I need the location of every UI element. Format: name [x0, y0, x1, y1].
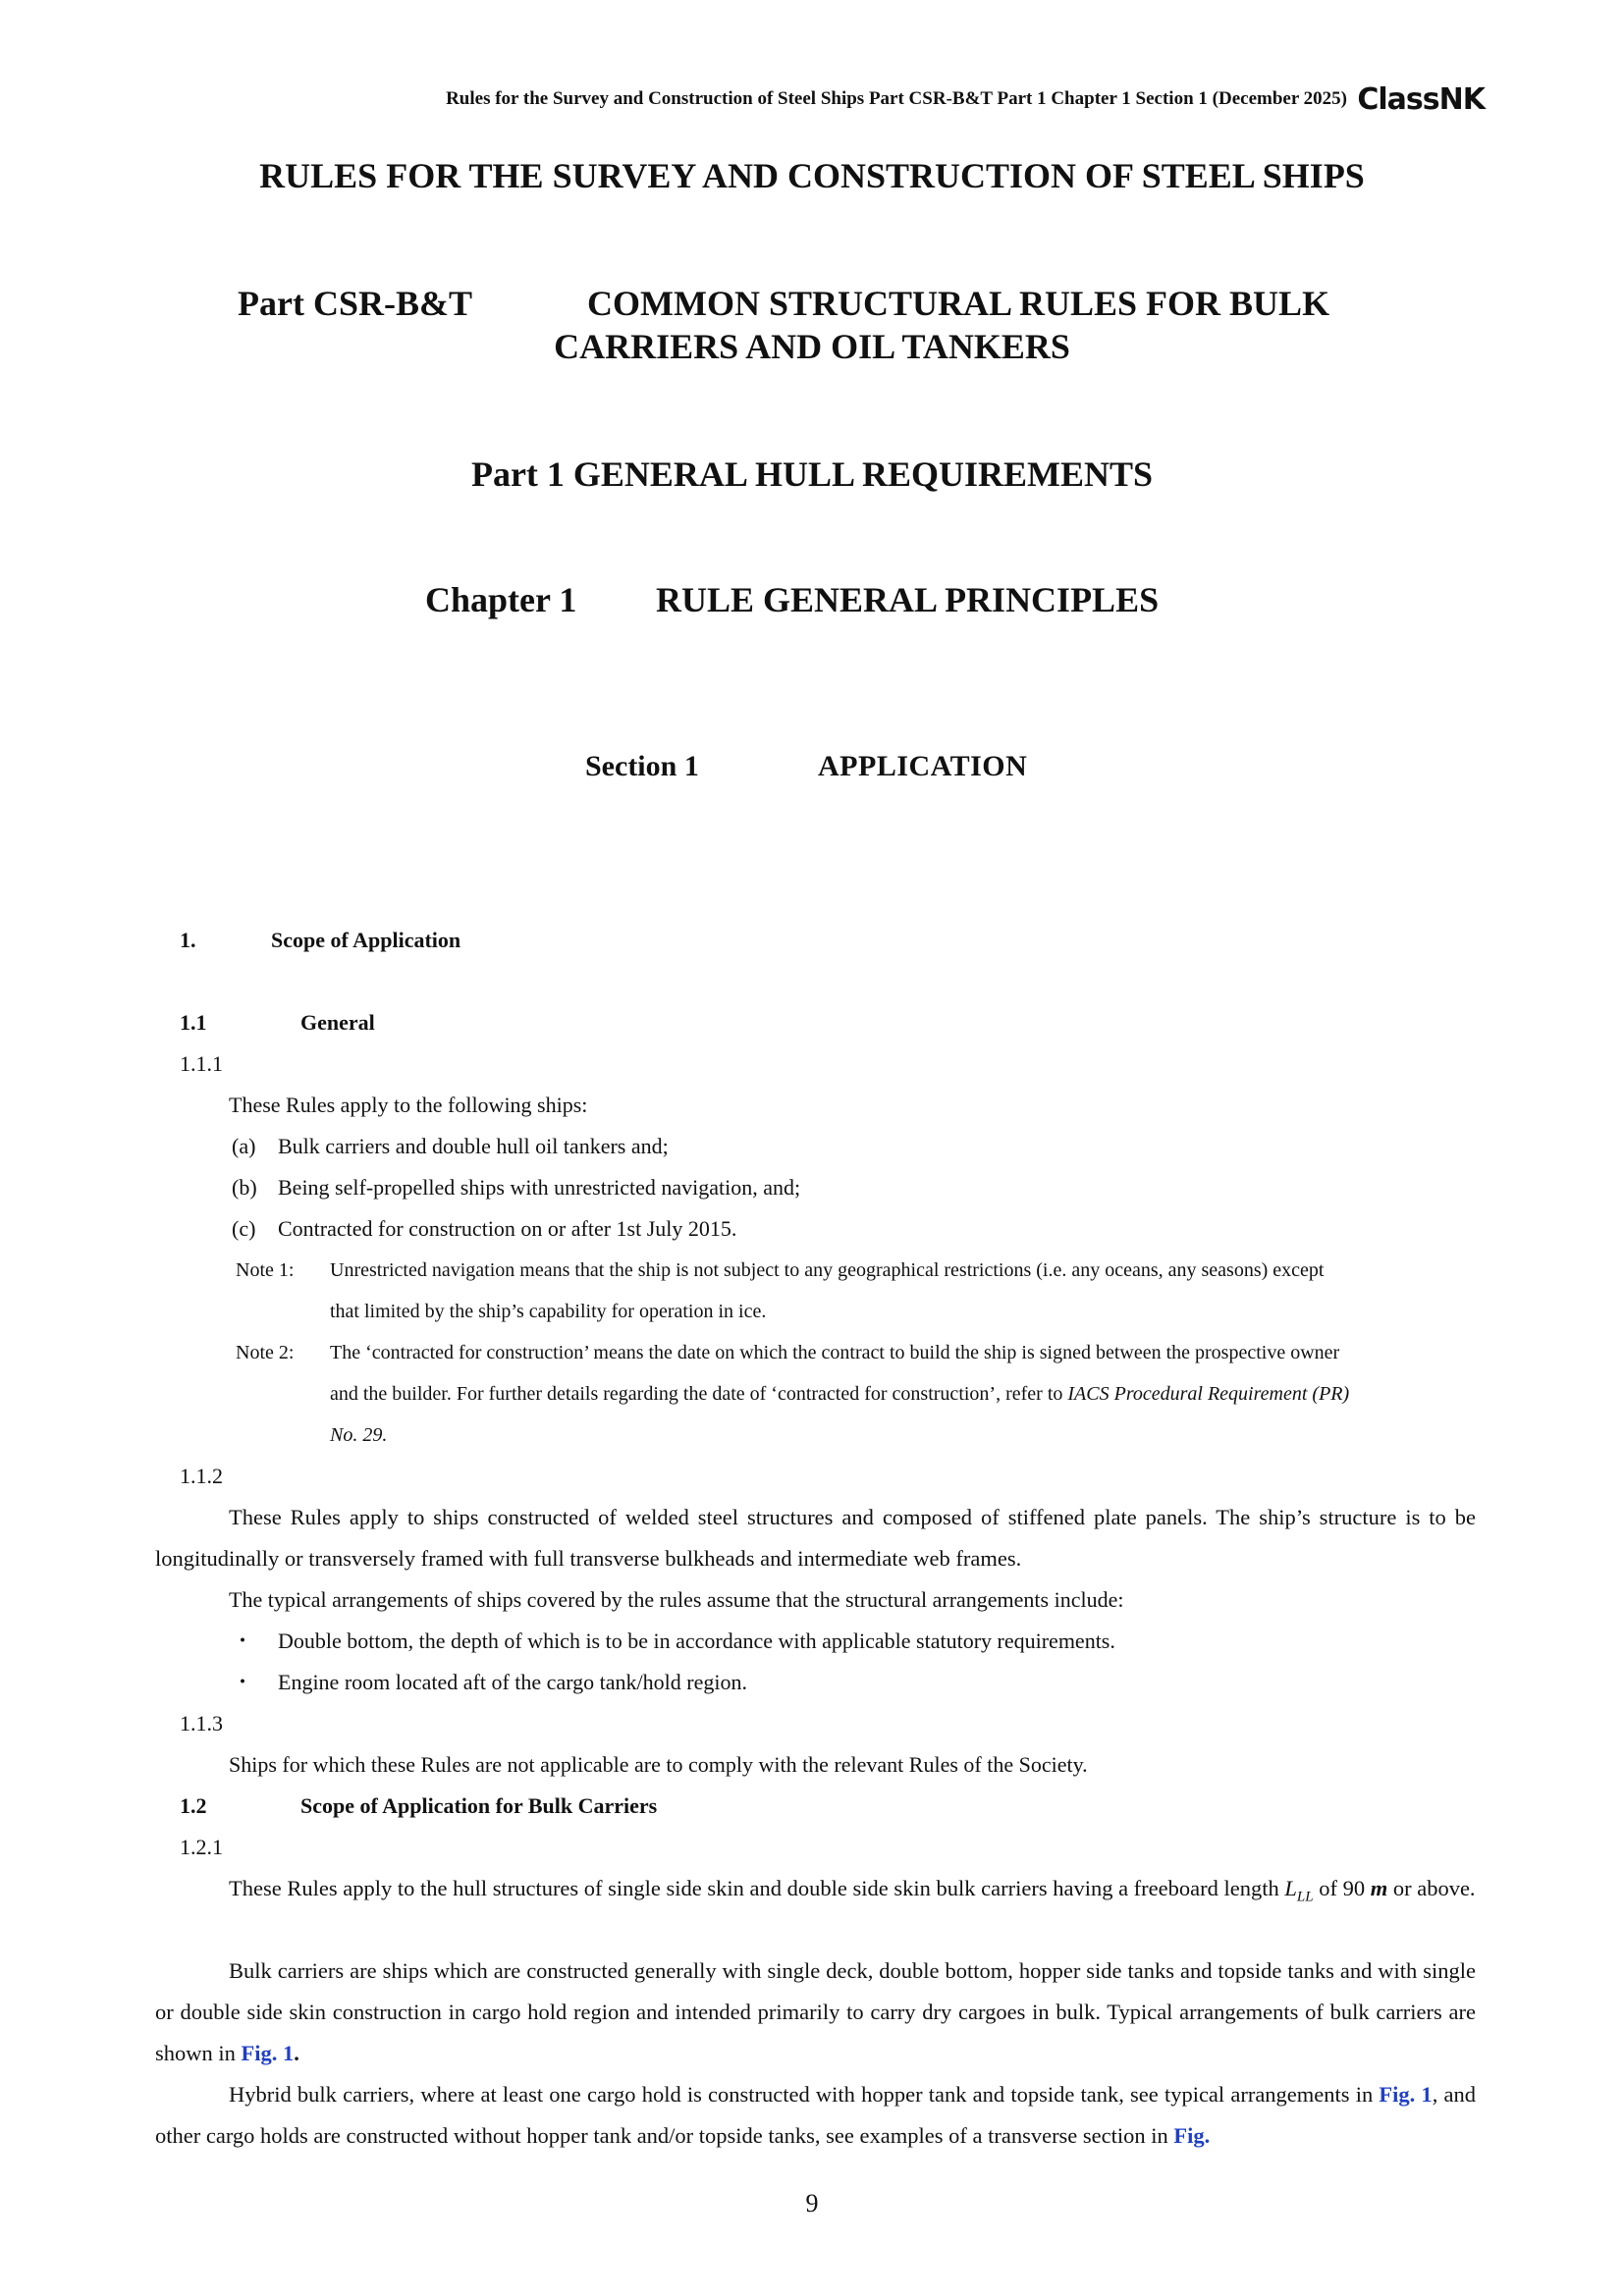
note-2-line3: No. 29. [330, 1424, 388, 1446]
para-1-2-1-number: 1.2.1 [180, 1835, 223, 1859]
list-item-text: Contracted for construction on or after 1st July 2015. [278, 1216, 737, 1241]
fig-1-link[interactable]: Fig. 1 [241, 2041, 295, 2065]
list-item-text: Being self-propelled ships with unrestricted navigation, and; [278, 1175, 801, 1200]
chapter-title: RULE GENERAL PRINCIPLES [656, 580, 1160, 619]
heading-1-1-number: 1.1 [180, 1010, 207, 1035]
para-1-2-1-text3: Hybrid bulk carriers, where at least one cargo hold is constructed with hopper tank and topside tank, see typical arrangements in Fig. 1, and other cargo holds are constructed without hopper tank and/or topside tanks, see examples of a transverse section in Fig. [155, 2082, 1476, 2148]
part-title-line2: CARRIERS AND OIL TANKERS [554, 327, 1070, 366]
note-2-label: Note 2: [236, 1342, 295, 1363]
para-1-2-1-text2: Bulk carriers are ships which are constructed generally with single deck, double bottom, hopper side tanks and topside tanks and with single or double side skin construction in cargo hold region and intended primarily to carry dry cargoes in bulk. Typical arrangements of bulk carriers are shown in Fig. 1. [155, 1958, 1476, 2065]
heading-1-2-title: Scope of Application for Bulk Carriers [300, 1793, 658, 1818]
list-item-text: Bulk carriers and double hull oil tankers and; [278, 1134, 669, 1158]
para-1-1-3-text: Ships for which these Rules are not applicable are to comply with the relevant Rules of the Society. [229, 1752, 1088, 1777]
list-item-label: (c) [232, 1216, 256, 1241]
para-1-1-1-number: 1.1.1 [180, 1051, 223, 1076]
note-1-line1: Unrestricted navigation means that the ship is not subject to any geographical restrictions (i.e. any oceans, any seasons) except [330, 1259, 1325, 1281]
list-item-label: (b) [232, 1175, 257, 1200]
page-number: 9 [805, 2189, 819, 2217]
part-title-line1: COMMON STRUCTURAL RULES FOR BULK [587, 284, 1330, 323]
part1-title: Part 1 GENERAL HULL REQUIREMENTS [470, 454, 1154, 494]
bullet-item: Engine room located aft of the cargo tank/hold region. [278, 1670, 747, 1694]
heading-1-title: Scope of Application [271, 928, 461, 952]
note-2-line2: and the builder. For further details regarding the date of ‘contracted for construction’, refer to IACS Procedural Requirement (PR) [330, 1383, 1350, 1405]
list-item-label: (a) [232, 1134, 256, 1158]
heading-1-number: 1. [180, 928, 196, 952]
chapter-number: Chapter 1 [425, 580, 577, 619]
classnk-logo: ClassNK [1357, 82, 1485, 117]
para-1-1-2-text: These Rules apply to ships constructed of welded steel structures and composed of stiffened plate panels. The ship’s structure is to be longitudinally or transversely framed with full transverse bulkheads and intermediate web frames. [155, 1505, 1476, 1571]
note-1-line2: that limited by the ship’s capability for operation in ice. [330, 1301, 767, 1322]
section-title: APPLICATION [818, 750, 1028, 782]
note-1-label: Note 1: [236, 1259, 295, 1281]
rules-title: RULES FOR THE SURVEY AND CONSTRUCTION OF STEEL SHIPS [259, 156, 1365, 195]
heading-1-1-title: General [300, 1010, 375, 1035]
unit-m: m [1370, 1876, 1388, 1900]
fig-link[interactable]: Fig. [1173, 2123, 1211, 2148]
para-1-1-2-text2: The typical arrangements of ships covered by the rules assume that the structural arrangements include: [229, 1587, 1124, 1612]
para-1-2-1-text: These Rules apply to the hull structures of single side skin and double side skin bulk carriers having a freeboard length $L_{LL}$ of 90 m or above. [229, 1876, 1476, 1905]
running-title: Rules for the Survey and Construction of Steel Ships Part CSR-B&T Part 1 Chapter 1 Section 1 (December 2025) [446, 88, 1347, 109]
symbol-l: L [1284, 1876, 1297, 1900]
para-1-1-1-intro: These Rules apply to the following ships: [229, 1093, 588, 1117]
heading-1-2-number: 1.2 [180, 1793, 207, 1818]
para-1-1-3-number: 1.1.3 [180, 1711, 223, 1735]
note-2-line1: The ‘contracted for construction’ means the date on which the contract to build the ship is signed between the prospective owner [330, 1342, 1340, 1363]
running-header [334, 82, 1485, 118]
bullet-mark: ・ [232, 1670, 254, 1694]
bullet-item: Double bottom, the depth of which is to be in accordance with applicable statutory requirements. [278, 1629, 1115, 1653]
bullet-mark: ・ [232, 1629, 254, 1653]
section-number: Section 1 [585, 750, 699, 782]
pr-reference: IACS Procedural Requirement (PR) [1067, 1383, 1350, 1405]
part-number: Part CSR-B&T [238, 284, 472, 323]
fig-1-link[interactable]: Fig. 1 [1379, 2082, 1433, 2107]
para-1-1-2-number: 1.1.2 [180, 1464, 223, 1488]
